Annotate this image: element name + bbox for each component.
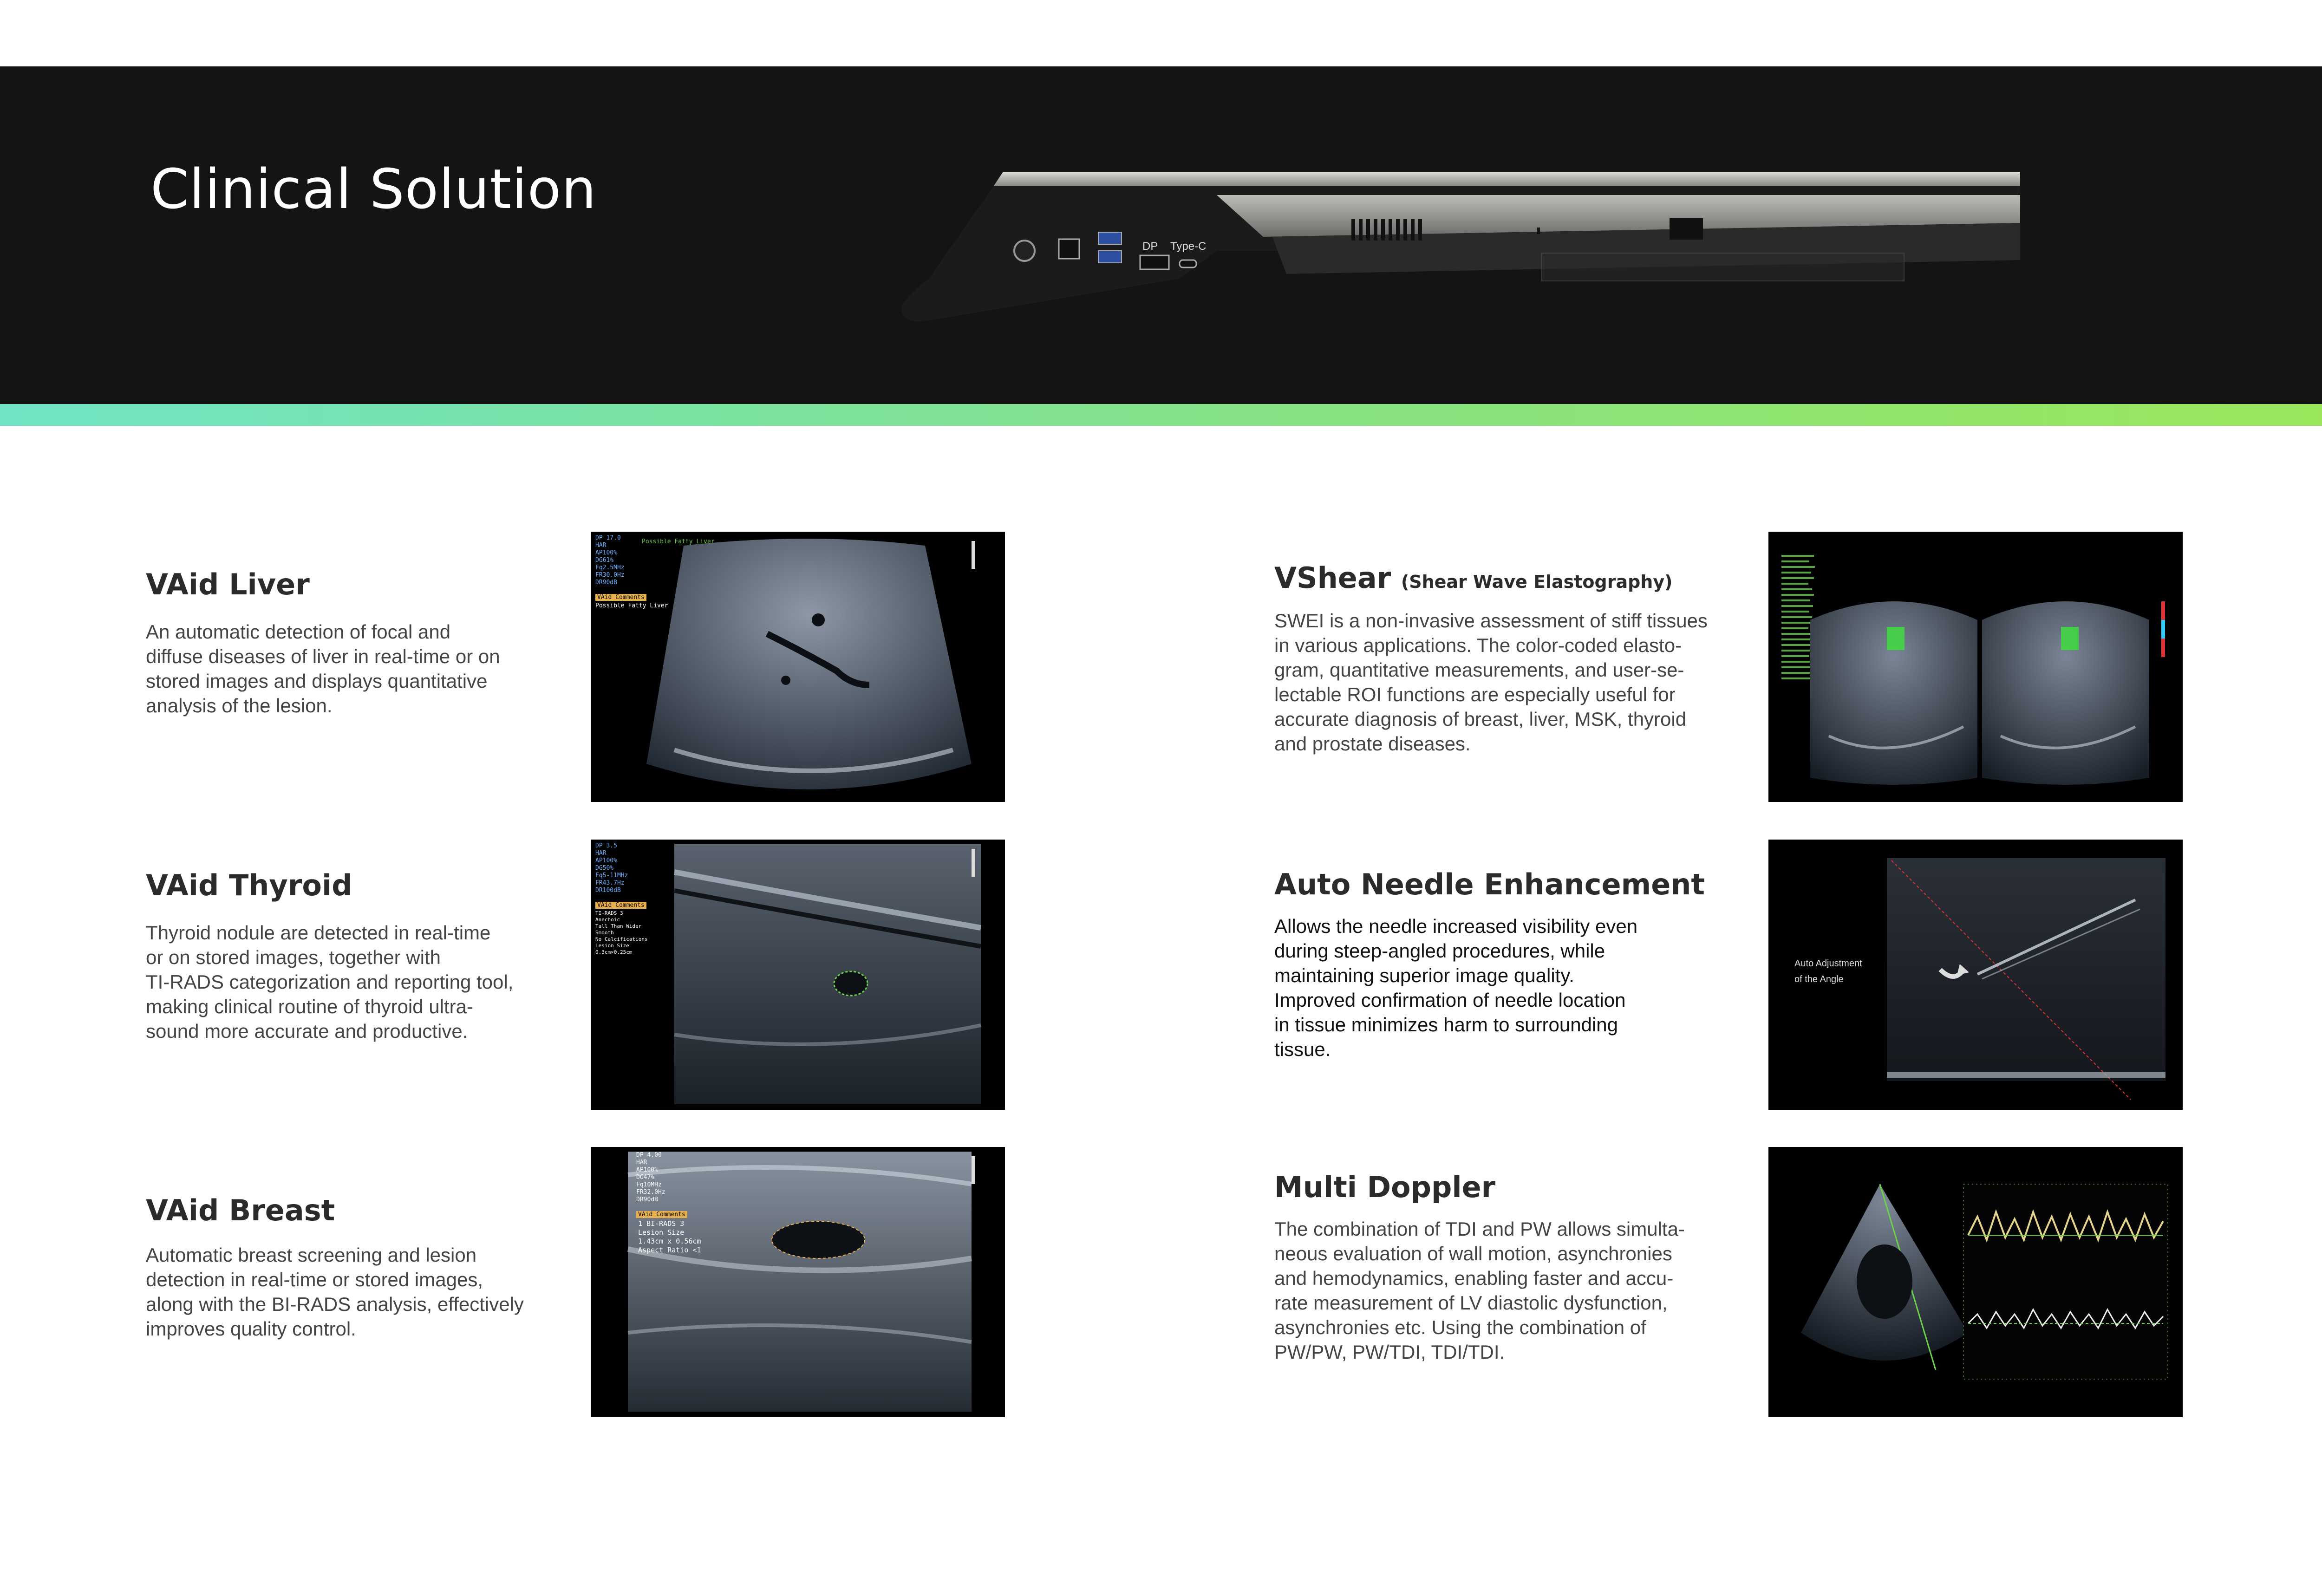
ultrasound-image-vshear [1768,532,2183,802]
ultrasound-image-doppler [1768,1147,2183,1417]
liver-hud: DP 17.0 HAR AP100% DG61% Fq2.5MHz FR30.0Hz DR90dB [595,534,625,586]
accent-gradient-bar [0,404,2322,426]
feature-title-vshear [1274,561,1672,595]
page-title: Clinical Solution [150,157,597,221]
breast-hud: DP 4.00 HAR AP100% DG47% Fq10MHz FR32.0Hz DR90dB [636,1152,665,1203]
thyroid-hud: DP 3.5 HAR AP100% DG50% Fq5-11MHz FR43.7Hz DR100dB [595,842,628,894]
thyroid-vaid-tag: VAid Comments [595,902,646,909]
feature-title-vaid-thyroid: VAid Thyroid [146,868,352,902]
feature-text-vaid-thyroid: Thyroid nodule are detected in real-time or on stored images, together with TI-RADS categorization and reporting tool, making clinical routine of thyroid ultra- sound more accurate and productive. [146,922,514,1042]
breast-details: 1 BI-RADS 3 Lesion Size 1.43cm x 0.56cm Aspect Ratio <1 [638,1219,701,1254]
feature-title-auto-needle: Auto Needle Enhancement [1274,867,1705,901]
thyroid-details: TI-RADS 3 Anechoic Tall Than Wider Smooth No Calcifications Lesion Size 0.3cm×0.25cm [595,910,648,955]
ultrasound-image-thyroid [591,840,1005,1110]
feature-text-vshear: SWEI is a non-invasive assessment of stiff tissues in various applications. The color-coded elasto- gram, quantitative measurements, and user-se- lectable ROI functions are especially useful for accurate diagnosis of breast, liver, MSK, thyroid and prostate diseases. [1274,610,1708,755]
port-label-dp: DP [1142,240,1158,253]
feature-text-auto-needle: Allows the needle increased visibility even during steep-angled procedures, while maintaining superior image quality. Improved confirmation of needle location in tissue minimizes harm to surrounding tissue. [1274,915,1638,1060]
liver-vaid-tag: VAid Comments [595,594,646,601]
feature-title-vaid-liver: VAid Liver [146,567,310,601]
feature-title-multi-doppler: Multi Doppler [1274,1170,1496,1204]
liver-badge: Possible Fatty Liver [642,538,715,545]
ultrasound-image-liver [591,532,1005,802]
feature-text-vaid-breast: Automatic breast screening and lesion detection in real-time or stored images, along with the BI-RADS analysis, effectively improves quality control. [146,1244,524,1340]
needle-annotation: Auto Adjustment of the Angle [1794,958,1862,984]
vshear-title-main: VShear [1274,561,1391,595]
laptop-device-illustration [892,167,2025,334]
ultrasound-image-breast [591,1147,1005,1417]
feature-title-vaid-breast: VAid Breast [146,1193,335,1227]
feature-text-vaid-liver: An automatic detection of focal and diffuse diseases of liver in real-time or on stored images and displays quantitative analysis of the lesion. [146,621,500,717]
liver-result: Possible Fatty Liver [595,602,668,609]
ultrasound-image-needle [1768,840,2183,1110]
port-label-typec: Type-C [1170,240,1207,253]
breast-vaid-tag: VAid Comments [636,1211,687,1218]
vshear-subtitle: (Shear Wave Elastography) [1401,572,1673,592]
feature-text-multi-doppler: The combination of TDI and PW allows simulta- neous evaluation of wall motion, asynchronies and hemodynamics, enabling faster and accu- rate measurement of LV diastolic dysfunction, asynchronies etc. Using the combination of PW/PW, PW/TDI, TDI/TDI. [1274,1218,1685,1363]
